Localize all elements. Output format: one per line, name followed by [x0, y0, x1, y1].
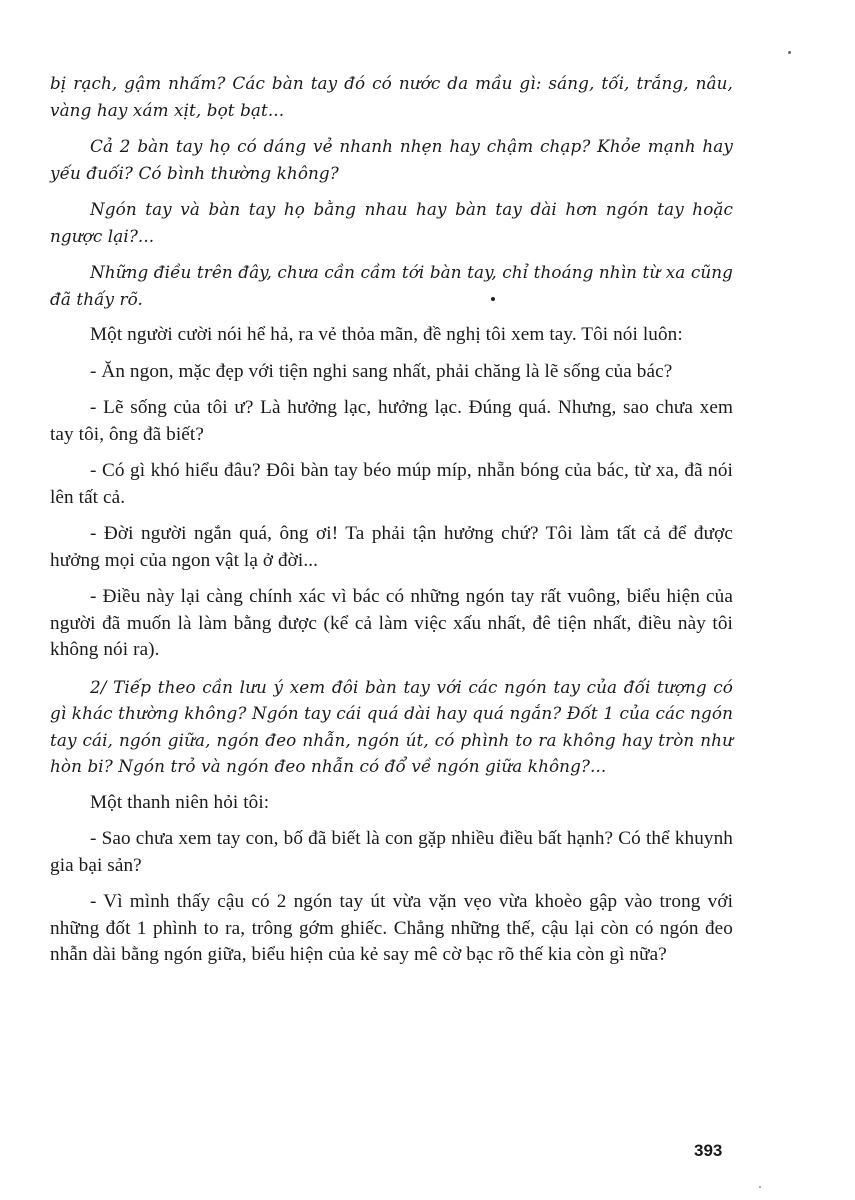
dialogue-line: - Lẽ sống của tôi ư? Là hưởng lạc, hưởng lạc. Đúng quá. Nhưng, sao chưa xem tay tôi, ông đã biết?	[50, 397, 733, 445]
dialogue-line: - Điều này lại càng chính xác vì bác có những ngón tay rất vuông, biểu hiện của người đã muốn là làm bằng được (kể cả làm việc xấu nhất, đê tiện nhất, điều này tôi không nói ra).	[50, 586, 733, 660]
paragraph: Một người cười nói hể hả, ra vẻ thỏa mãn, đề nghị tôi xem tay. Tôi nói luôn:	[90, 324, 683, 345]
dialogue-line: - Sao chưa xem tay con, bố đã biết là con gặp nhiều điều bất hạnh? Có thể khuynh gia bại sản?	[50, 828, 733, 876]
scan-speck	[491, 297, 495, 301]
paragraph: Ngón tay và bàn tay họ bằng nhau hay bàn tay dài hơn ngón tay hoặc ngược lại?...	[50, 199, 733, 246]
dialogue-line: - Đời người ngắn quá, ông ơi! Ta phải tận hưởng chứ? Tôi làm tất cả để được hưởng mọi của ngon vật lạ ở đời...	[50, 523, 733, 571]
paragraph-continuation: bị rạch, gậm nhấm? Các bàn tay đó có nước da mầu gì: sáng, tối, trắng, nâu, vàng hay xám xịt, bọt bạt...	[50, 73, 733, 120]
scan-speck	[788, 51, 791, 54]
dialogue-line: - Ăn ngon, mặc đẹp với tiện nghi sang nhất, phải chăng là lẽ sống của bác?	[90, 360, 673, 382]
dialogue-line: - Có gì khó hiểu đâu? Đôi bàn tay béo múp míp, nhẵn bóng của bác, từ xa, đã nói lên tất cả.	[50, 460, 733, 508]
paragraph: Một thanh niên hỏi tôi:	[90, 791, 270, 813]
scan-speck	[759, 1186, 761, 1188]
paragraph: Những điều trên đây, chưa cần cầm tới bàn tay, chỉ thoáng nhìn từ xa cũng đã thấy rõ.	[50, 262, 733, 309]
numbered-point-paragraph: 2/ Tiếp theo cần lưu ý xem đôi bàn tay với các ngón tay của đối tượng có gì khác thường không? Ngón tay cái quá dài hay quá ngắn? Đốt 1 của các ngón tay cái, ngón giữa, ngón đeo nhẫn, ngón út, có phình to ra không hay tròn như hòn bi? Ngón trỏ và ngón đeo nhẫn có đổ về ngón giữa không?...	[50, 676, 733, 776]
book-page-body	[50, 70, 733, 979]
paragraph: Cả 2 bàn tay họ có dáng vẻ nhanh nhẹn hay chậm chạp? Khỏe mạnh hay yếu đuối? Có bình thường không?	[50, 136, 733, 183]
page-number: 393	[694, 1141, 723, 1160]
dialogue-line: - Vì mình thấy cậu có 2 ngón tay út vừa vặn vẹo vừa khoèo gập vào trong với những đốt 1 phình to ra, trông gớm ghiếc. Chẳng những thế, cậu lại còn có ngón đeo nhẫn dài bằng ngón giữa, biểu hiện của kẻ say mê cờ bạc rõ thế kia còn gì nữa?	[50, 891, 733, 965]
